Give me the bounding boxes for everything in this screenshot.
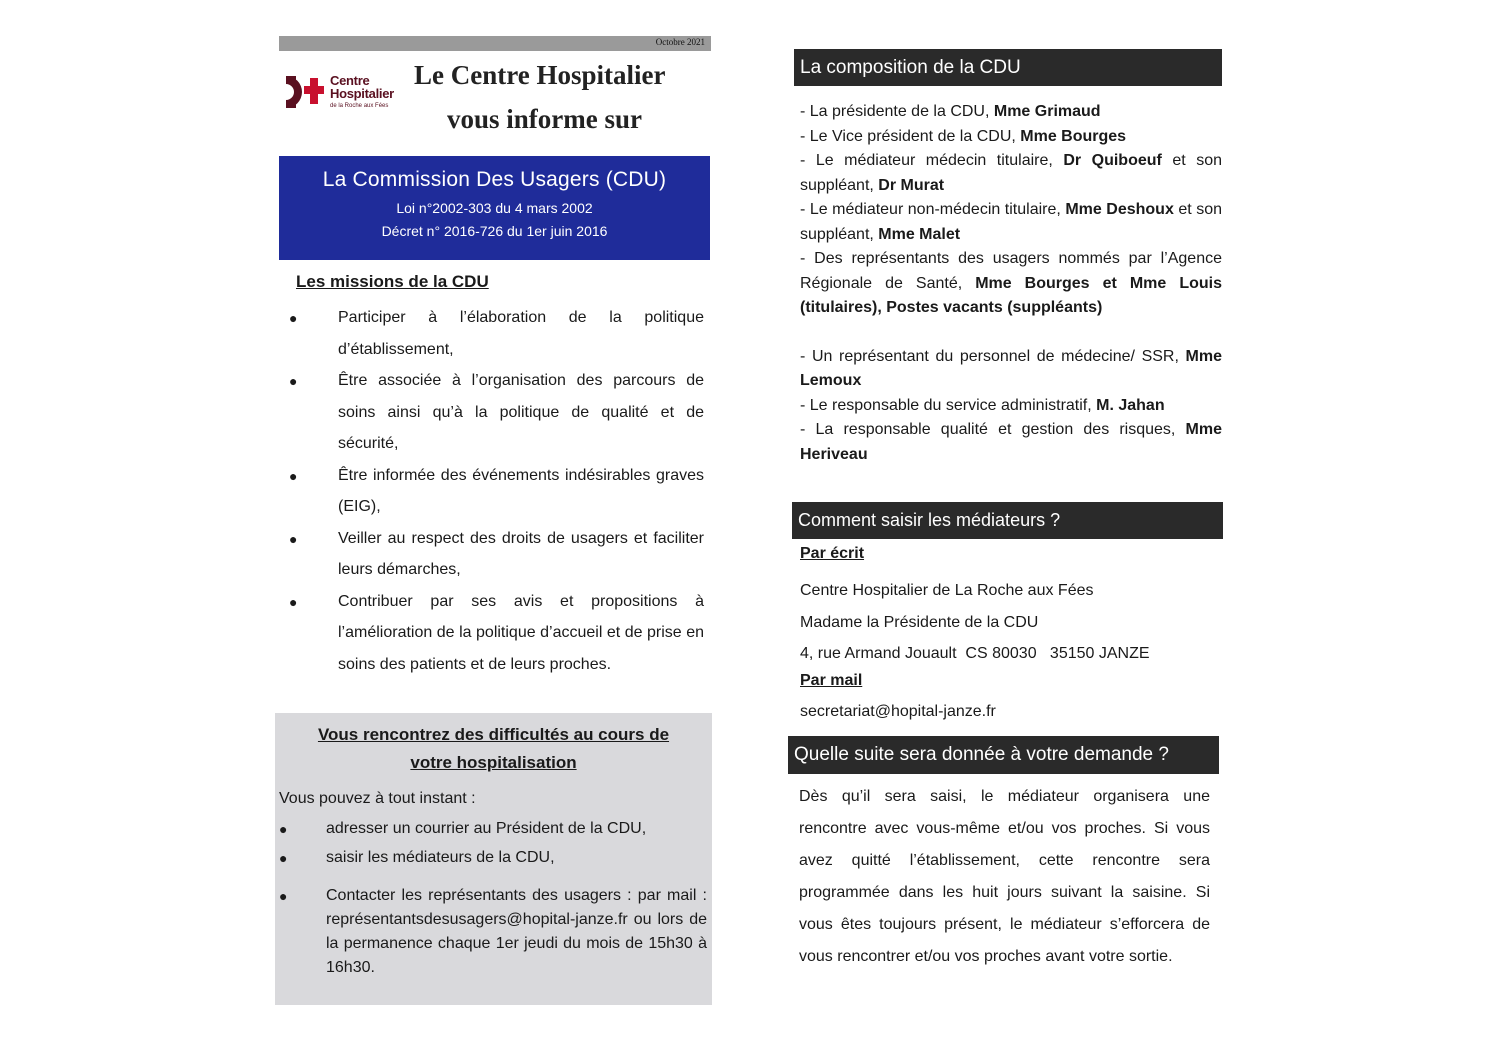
difficulties-intro: Vous pouvez à tout instant :	[279, 790, 476, 807]
banner-title: La Commission Des Usagers (CDU)	[322, 168, 667, 191]
list-item: ● Être associée à l’organisation des parcours de soins ainsi qu’à la politique de qualité et de sécurité,	[289, 365, 704, 460]
date-label: Octobre 2021	[655, 37, 705, 47]
member-item: - La responsable qualité et gestion des risques, Mme Heriveau	[800, 421, 1222, 463]
member-item: - Le médiateur médecin titulaire, Dr Quiboeuf et son suppléant, Dr Murat	[800, 152, 1223, 194]
list-item: ● adresser un courrier au Président de la CDU,	[279, 817, 707, 841]
address-line: 4, rue Armand Jouault CS 80030 35150 JANZE	[800, 645, 1150, 662]
missions-list	[289, 302, 704, 680]
banner-decree: Décret n° 2016-726 du 1er juin 2016	[381, 223, 608, 239]
hospital-logo	[284, 72, 404, 114]
list-item: ● Contribuer par ses avis et propositions à l’amélioration de la politique d’accueil et de prise en soins des patients et de leurs proches.	[289, 586, 704, 681]
bullet-icon: ●	[289, 310, 298, 326]
difficulties-box	[275, 713, 712, 1005]
bullet-icon: ●	[289, 593, 298, 610]
member-item: - Des représentants des usagers nommés par l’Agence Régionale de Santé, Mme Bourges et Mme Louis (titulaires), Postes vacants (suppléants)	[800, 250, 1222, 316]
mediators-heading: Comment saisir les médiateurs ?	[792, 502, 1223, 539]
list-item: ● Participer à l’élaboration de la politique d’établissement,	[289, 302, 704, 365]
logo-mark-icon	[284, 72, 328, 112]
member-item: - Le médiateur non-médecin titulaire, Mme Deshoux et son suppléant, Mme Malet	[800, 201, 1223, 243]
followup-heading: Quelle suite sera donnée à votre demande ?	[788, 736, 1219, 774]
bullet-icon: ●	[279, 850, 288, 866]
list-item: ● Être informée des événements indésirables graves (EIG),	[289, 460, 704, 523]
cdu-banner	[279, 156, 710, 260]
page-title-line2: vous informe sur	[447, 104, 642, 134]
list-item: ● saisir les médiateurs de la CDU,	[279, 846, 707, 870]
difficulties-title: Vous rencontrez des difficultés au cours de votre hospitalisation	[317, 725, 670, 772]
member-item: - La présidente de la CDU, Mme Grimaud	[800, 103, 1101, 120]
by-letter-label: Par écrit	[800, 545, 865, 562]
member-item: - Le responsable du service administratif, M. Jahan	[800, 396, 1165, 414]
logo-line2: Hospitalier	[330, 86, 394, 101]
bullet-icon: ●	[289, 467, 298, 484]
page-title-line1: Le Centre Hospitalier	[414, 60, 666, 90]
bullet-icon: ●	[279, 821, 288, 837]
member-item: - Le Vice président de la CDU, Mme Bourges	[800, 127, 1127, 145]
by-mail-label: Par mail	[800, 672, 863, 689]
logo-subtitle: de la Roche aux Fées	[330, 103, 389, 109]
member-item: - Un représentant du personnel de médecine/ SSR, Mme Lemoux	[800, 347, 1222, 389]
bullet-icon: ●	[289, 530, 298, 547]
logo-line1: Centre	[330, 73, 370, 88]
list-item: ● Contacter les représentants des usagers : par mail : représentantsdesusagers@hopital-janze.fr ou lors de la permanence chaque 1er jeudi du mois de 15h30 à 16h30.	[279, 884, 707, 980]
list-item: ● Veiller au respect des droits de usagers et faciliter leurs démarches,	[289, 523, 704, 586]
missions-heading: Les missions de la CDU	[296, 272, 489, 291]
composition-list	[800, 100, 1222, 467]
composition-heading: La composition de la CDU	[794, 49, 1222, 86]
bullet-icon: ●	[279, 888, 288, 904]
difficulties-list	[279, 817, 707, 980]
date-bar	[279, 36, 711, 51]
followup-text: Dès qu’il sera saisi, le médiateur organisera une rencontre avec vous-même et/ou vos proches. Si vous avez quitté l’établissement, cette rencontre sera programmée dans les huit jours suivant la saisine. Si vous êtes toujours présent, le médiateur s’efforcera de vous rencontrer et/ou vos proches avant votre sortie.	[799, 788, 1210, 965]
address-line: Madame la Présidente de la CDU	[800, 613, 1039, 631]
bullet-icon: ●	[289, 373, 298, 389]
postal-address	[800, 575, 1150, 670]
contact-email: secretariat@hopital-janze.fr	[800, 703, 996, 720]
banner-law: Loi n°2002-303 du 4 mars 2002	[396, 200, 593, 216]
address-line: Centre Hospitalier de La Roche aux Fées	[800, 582, 1094, 599]
